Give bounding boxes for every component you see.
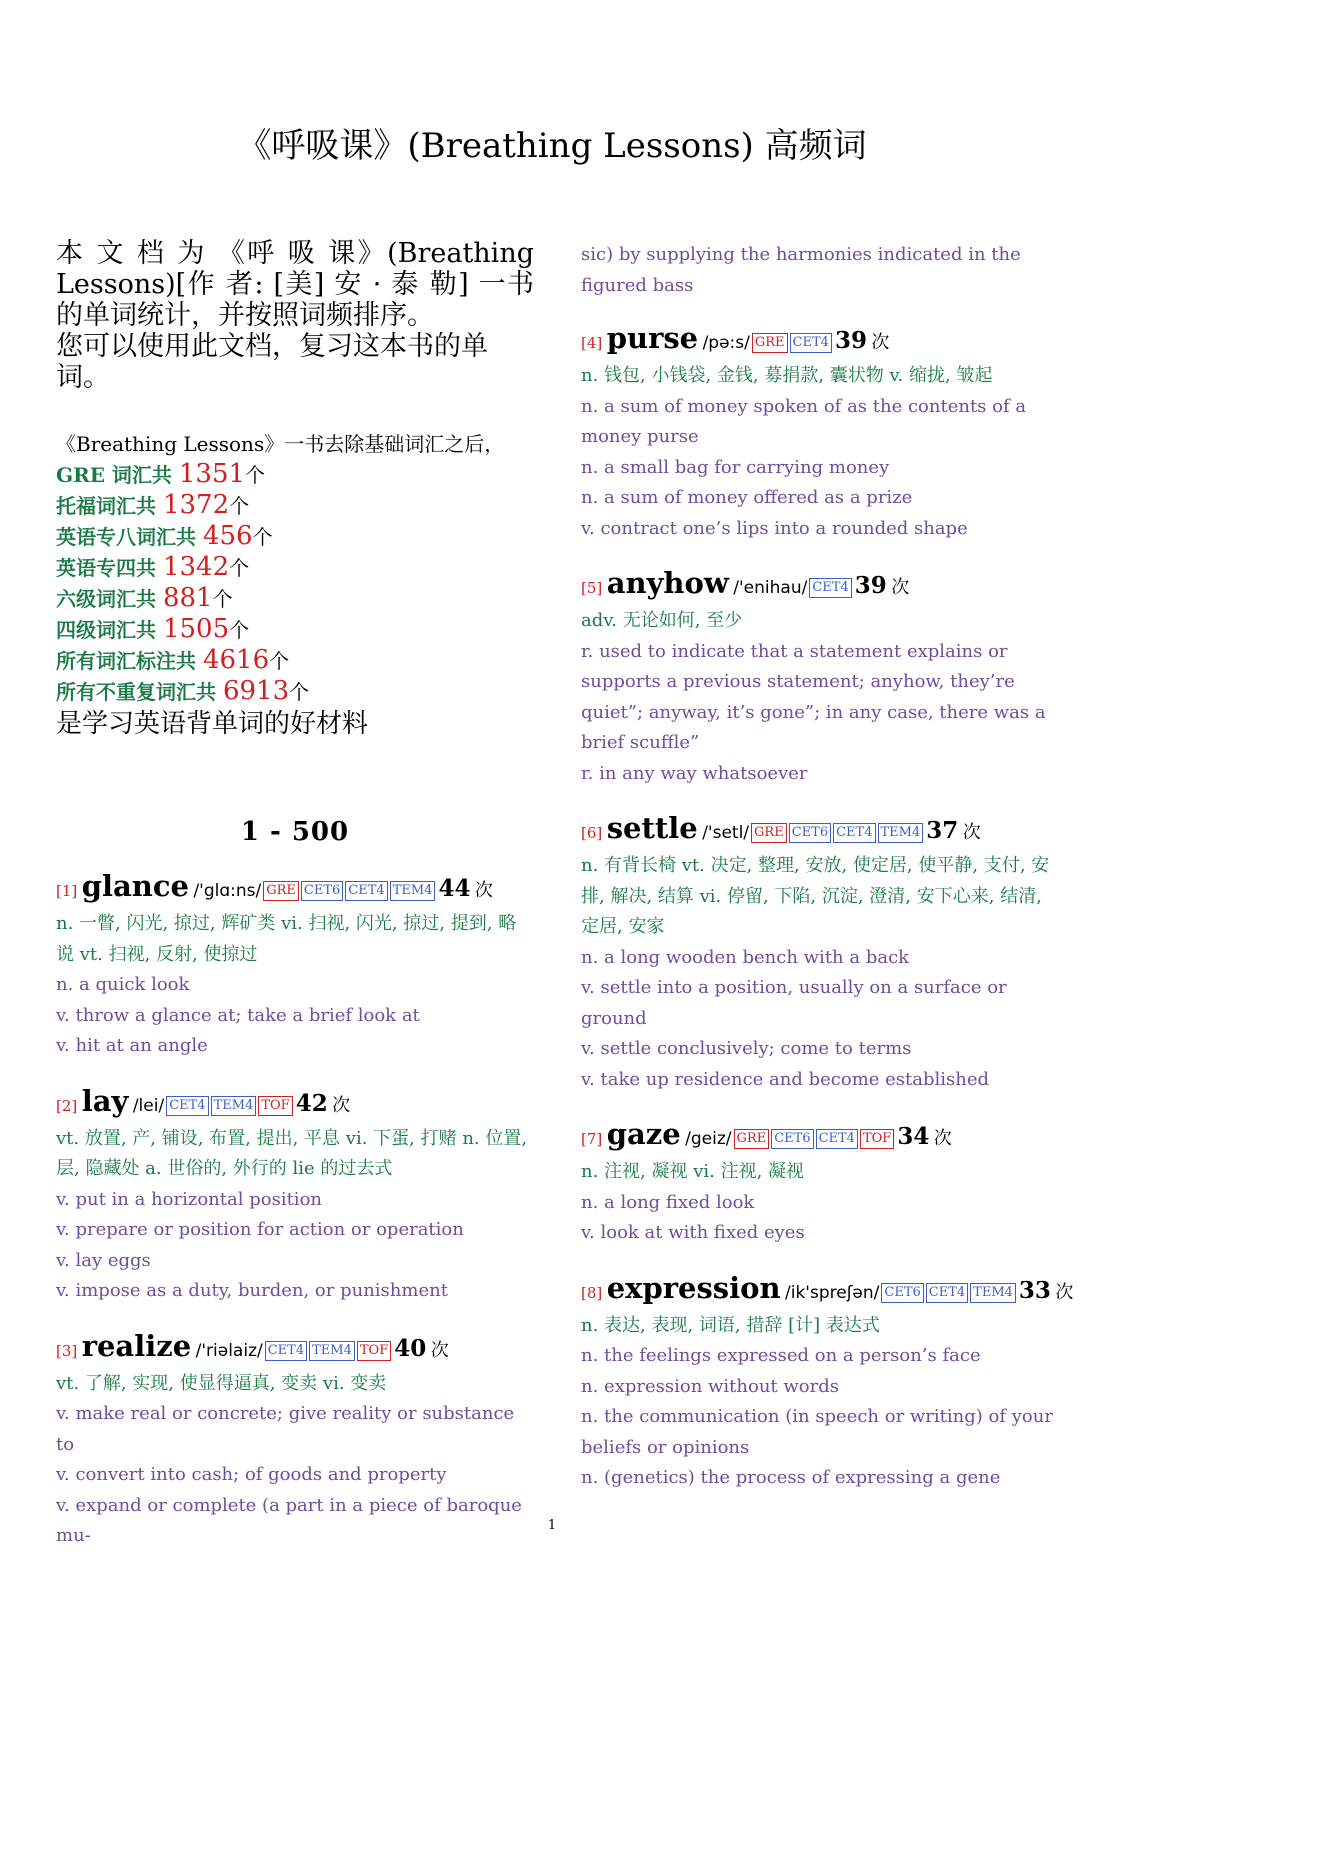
entry-list-right [581,240,1074,1494]
frequency-count: 37 [926,817,959,844]
headword: purse [606,321,699,355]
stat-label: 英语专八词汇共 [56,525,203,549]
frequency-count: 39 [854,572,887,599]
english-definition: n. a long fixed look [581,1191,755,1213]
chinese-definition: adv. 无论如何, 至少 [581,610,743,631]
headword: glance [81,869,189,903]
stat-unit: 个 [269,649,290,673]
stat-number: 1505 [162,614,230,644]
chinese-definition: n. 有背长椅 vt. 决定, 整理, 安放, 使定居, 使平静, 支付, 安排, 解决, 结算 vi. 停留, 下陷, 沉淀, 澄清, 安下心来, 结清, 定居, 安家 [581,855,1050,937]
entry-index: [7] [581,1130,603,1148]
english-definition: v. put in a horizontal position [56,1188,322,1210]
exam-tag: TEM4 [878,823,924,843]
stat-number: 456 [202,521,253,551]
phonetic: /'setl/ [702,823,750,843]
phonetic: /pə:s/ [702,333,750,353]
frequency-unit: 次 [332,1094,351,1116]
english-definition: n. the feelings expressed on a person’s face [581,1345,981,1366]
english-definition: v. prepare or position for action or operation [56,1219,464,1240]
stat-line [56,459,534,490]
exam-tag: CET4 [809,578,851,598]
english-definition: n. a small bag for carrying money [581,456,890,478]
exam-tag: GRE [734,1129,770,1149]
frequency-count: 34 [897,1123,930,1150]
entry-index: [2] [56,1096,78,1115]
english-definition: n. the communication (in speech or writing) of your beliefs or opinions [581,1406,1053,1458]
stat-label: 英语专四共 [56,556,163,580]
stat-label: GRE 词汇共 [56,463,179,487]
stats-closing: 是学习英语背单词的好材料 [56,709,369,739]
headword: expression [606,1270,781,1305]
phonetic: /'riəlaiz/ [195,1340,263,1361]
english-definition: sic) by supplying the harmonies indicated in the figured bass [581,244,1021,296]
frequency-unit: 次 [1055,1281,1074,1303]
stat-label: 托福词汇共 [56,494,163,518]
frequency-unit: 次 [871,332,890,353]
stat-label: 六级词汇共 [56,587,163,611]
exam-tag: TOF [258,1096,292,1116]
stat-label: 所有不重复词汇共 [56,680,223,704]
exam-tag: CET6 [771,1129,813,1149]
word-entry [581,1270,1074,1494]
frequency-unit: 次 [933,1128,952,1149]
english-definition: v. convert into cash; of goods and property [56,1464,447,1485]
exam-tag: TEM4 [390,881,436,901]
stat-line [56,521,534,552]
intro-paragraph: 本 文 档 为 《呼 吸 课》(Breathing Lessons)[作 者: [美] 安 · 泰 勒] 一书的单词统计，并按照词频排序。 [56,238,534,331]
english-definition: v. lay eggs [56,1249,151,1271]
english-definition: v. throw a glance at; take a brief look at [56,1004,420,1026]
stat-unit: 个 [245,463,266,487]
frequency-unit: 次 [891,577,910,598]
entry-index: [3] [56,1341,78,1360]
frequency-unit: 次 [962,822,981,843]
english-definition: r. in any way whatsoever [581,762,808,784]
word-entry [581,811,1059,1095]
exam-tag: TEM4 [970,1283,1016,1303]
chinese-definition: n. 注视, 凝视 vi. 注视, 凝视 [581,1161,805,1182]
exam-tag: CET4 [833,823,875,843]
english-definition: n. a long wooden bench with a back [581,946,910,968]
entry-index: [6] [581,824,603,842]
stat-label: 四级词汇共 [56,618,163,642]
english-definition: v. look at with fixed eyes [581,1222,805,1243]
exam-tag: CET4 [166,1096,208,1116]
frequency-count: 33 [1018,1276,1051,1304]
english-definition: n. expression without words [581,1375,839,1397]
frequency-count: 40 [394,1334,427,1362]
exam-tag: CET4 [816,1129,858,1149]
stat-unit: 个 [229,618,250,642]
stat-unit: 个 [252,525,273,549]
english-definition: v. take up residence and become established [581,1068,990,1090]
stat-unit: 个 [229,494,250,518]
stat-number: 1342 [162,552,230,582]
stat-line [56,552,534,583]
word-range-heading: 1 - 500 [240,817,350,847]
exam-tag: CET6 [881,1283,923,1303]
stat-unit: 个 [229,556,250,580]
stat-number: 1351 [178,459,246,489]
stat-number: 6913 [222,676,290,706]
exam-tag: TEM4 [309,1341,355,1361]
entry-header [56,869,534,909]
exam-tag: GRE [751,823,787,843]
stat-line [56,676,534,707]
entry-header [56,1084,534,1124]
english-definition: v. impose as a duty, burden, or punishment [56,1280,448,1301]
chinese-definition: n. 表达, 表现, 词语, 措辞 [计] 表达式 [581,1314,880,1336]
english-definition: n. (genetics) the process of expressing a gene [581,1467,1001,1488]
phonetic: /lei/ [132,1095,165,1116]
phonetic: /geiz/ [685,1129,732,1149]
stat-line [56,583,534,614]
headword: settle [606,811,698,845]
word-entry [581,566,1059,789]
english-definition: n. a sum of money offered as a prize [581,487,913,508]
stats-lead: 《Breathing Lessons》一书去除基础词汇之后， [56,432,505,456]
right-column [581,240,1074,1516]
english-definition: v. expand or complete (a part in a piece of baroque mu- [56,1494,522,1546]
exam-tag: TOF [357,1341,391,1361]
vocabulary-stats [56,429,534,739]
english-definition: n. a quick look [56,974,190,995]
entry-header [581,811,1059,851]
word-entry [581,321,1059,544]
entry-index: [4] [581,334,603,352]
english-definition: r. used to indicate that a statement explains or supports a previous statement; anyhow, they’re quiet”; anyway, it’s gone”; in any case, there was a brief scuffle” [581,640,1046,753]
stat-number: 1372 [162,490,230,520]
exam-tag: TOF [860,1129,894,1149]
stat-number: 881 [162,583,213,613]
frequency-count: 44 [438,875,471,902]
stat-line [56,490,534,521]
entry-header [56,1329,534,1369]
exam-tag: CET4 [345,881,387,901]
english-definition: n. a sum of money spoken of as the contents of a money purse [581,395,1027,447]
stat-unit: 个 [212,587,233,611]
exam-tag: CET6 [301,881,343,901]
entry-index: [1] [56,882,78,900]
exam-tag: GRE [263,881,299,901]
entry-header [581,321,1059,361]
english-definition: v. hit at an angle [56,1035,208,1056]
entry-header [581,1270,1074,1311]
entry-index: [5] [581,579,603,597]
phonetic: /'enihau/ [733,578,808,598]
stat-line [56,645,534,676]
stat-unit: 个 [289,680,310,704]
left-column [56,238,534,1574]
stat-line [56,614,534,645]
exam-tag: TEM4 [211,1096,257,1116]
word-entry [56,1084,534,1307]
entry-header [581,566,1059,606]
headword: anyhow [606,566,729,600]
exam-tag: CET4 [926,1283,968,1303]
phonetic: /'glɑ:ns/ [193,881,262,901]
exam-tag: CET4 [265,1341,307,1361]
chinese-definition: n. 钱包, 小钱袋, 金钱, 募捐款, 囊状物 v. 缩拢, 皱起 [581,365,993,386]
exam-tag: GRE [752,333,788,353]
english-definition: v. make real or concrete; give reality or substance to [56,1403,515,1455]
chinese-definition: vt. 了解, 实现, 使显得逼真, 变卖 vi. 变卖 [56,1372,387,1394]
exam-tag: CET6 [789,823,831,843]
page-number: 1 [547,1518,557,1533]
frequency-unit: 次 [430,1339,449,1361]
exam-tag: CET4 [790,333,832,353]
entry-list-left [56,869,534,1552]
english-definition: v. contract one’s lips into a rounded shape [581,517,968,539]
intro-paragraph-2: 您可以使用此文档，复习这本书的单词。 [56,331,488,393]
stat-label: 所有词汇标注共 [56,649,203,673]
headword: realize [81,1328,192,1363]
english-definition: v. settle conclusively; come to terms [581,1038,912,1059]
word-entry [581,240,1059,301]
page-title: 《呼吸课》(Breathing Lessons) 高频词 [237,126,867,166]
headword: gaze [606,1117,681,1151]
word-entry [56,869,534,1062]
english-definition: v. settle into a position, usually on a surface or ground [581,977,1007,1029]
chinese-definition: n. 一瞥, 闪光, 掠过, 辉矿类 vi. 扫视, 闪光, 掠过, 提到, 略说 vt. 扫视, 反射, 使掠过 [56,913,517,965]
entry-index: [8] [581,1283,603,1302]
stat-number: 4616 [202,645,270,675]
frequency-count: 42 [295,1089,328,1117]
stats-rows [56,459,534,707]
word-entry [581,1117,1059,1249]
frequency-count: 39 [834,327,867,354]
headword: lay [81,1083,129,1118]
phonetic: /ik'spreʃən/ [785,1282,880,1303]
frequency-unit: 次 [474,880,493,901]
chinese-definition: vt. 放置, 产, 铺设, 布置, 提出, 平息 vi. 下蛋, 打赌 n. 位置, 层, 隐藏处 a. 世俗的, 外行的 lie 的过去式 [56,1127,528,1179]
entry-header [581,1117,1059,1157]
